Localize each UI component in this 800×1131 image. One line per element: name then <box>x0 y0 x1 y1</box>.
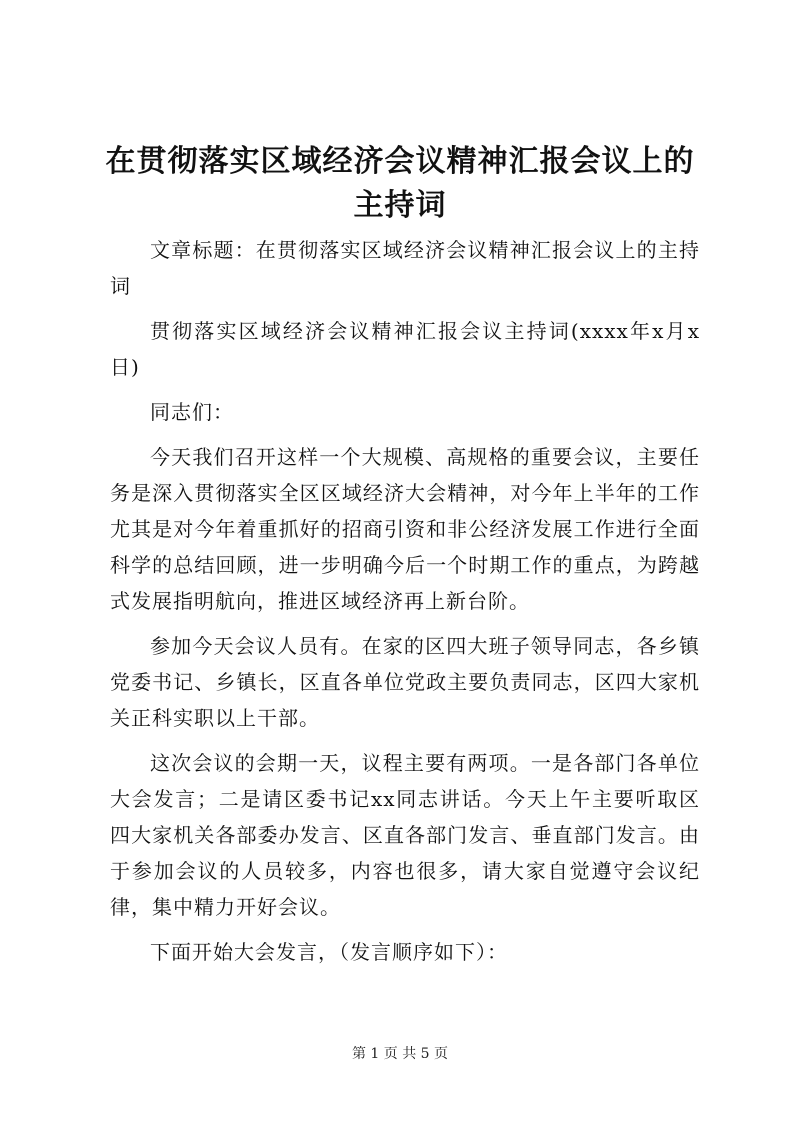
paragraph-article-title: 文章标题：在贯彻落实区域经济会议精神汇报会议上的主持词 <box>110 238 700 298</box>
paragraph-salutation: 同志们： <box>150 400 234 424</box>
paragraph-speech-order: 下面开始大会发言，（发言顺序如下）： <box>150 940 508 964</box>
page-title: 在贯彻落实区域经济会议精神汇报会议上的主持词 <box>105 144 695 223</box>
paragraph-subtitle: 贯彻落实区域经济会议精神汇报会议主持词(xxxx年x月x日) <box>110 319 700 379</box>
paragraph-agenda: 这次会议的会期一天，议程主要有两项。一是各部门各单位大会发言；二是请区委书记xx同志讲话。今天上午主要听取区四大家机关各部委办发言、区直各部门发言、垂直部门发言。由于参加会议的人员较多，内容也很多，请大家自觉遵守会议纪律，集中精力开好会议。 <box>110 751 700 919</box>
paragraph-purpose: 今天我们召开这样一个大规模、高规格的重要会议，主要任务是深入贯彻落实全区区域经济大会精神，对今年上半年的工作尤其是对今年着重抓好的招商引资和非公经济发展工作进行全面科学的总结回顾，进一步明确今后一个时期工作的重点，为跨越式发展指明航向，推进区域经济再上新台阶。 <box>110 445 700 613</box>
page-footer: 第 1 页 共 5 页 <box>351 1046 449 1062</box>
paragraph-attendees: 参加今天会议人员有。在家的区四大班子领导同志，各乡镇党委书记、乡镇长，区直各单位党政主要负责同志，区四大家机关正科实职以上干部。 <box>110 634 700 730</box>
document-body <box>110 232 700 979</box>
